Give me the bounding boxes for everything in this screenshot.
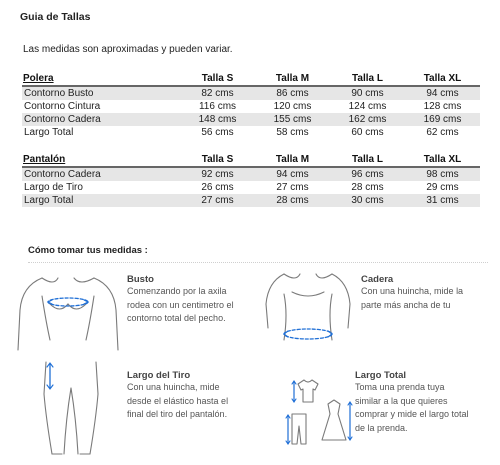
table-header-cell: Talla L	[330, 71, 405, 86]
table-header-cell: Talla XL	[405, 152, 480, 167]
table-header-cell: Talla S	[180, 71, 255, 86]
cadera-line: parte más ancha de tu	[361, 299, 451, 310]
table-cell: 28 cms	[351, 182, 384, 193]
busto-line: Comenzando por la axila	[127, 286, 227, 296]
torso-bust-icon	[12, 270, 122, 356]
table-cell: 82 cms	[180, 86, 255, 100]
table-cell: 94 cms	[255, 167, 330, 181]
disclaimer-note: Las medidas son aproximadas y pueden variar.	[23, 44, 233, 55]
howto-title: Cómo tomar tus medidas :	[28, 245, 148, 256]
table-cell: 27 cms	[180, 194, 255, 207]
page-title: Guia de Tallas	[20, 11, 91, 23]
table-cell: 116 cms	[198, 101, 237, 112]
table-row	[22, 86, 480, 100]
table-cell: Largo de Tiro	[24, 182, 83, 193]
divider	[28, 262, 488, 263]
table-cell: 56 cms	[201, 127, 234, 138]
busto-line: contorno total del pecho.	[127, 313, 226, 323]
table-cell: Contorno Cintura	[24, 101, 101, 112]
table-cell: 162 cms	[330, 113, 405, 126]
tiro-line: Con una huincha, mide	[127, 382, 220, 392]
table-cell: 62 cms	[426, 127, 459, 138]
torso-hip-icon	[262, 268, 354, 350]
table-row	[22, 181, 480, 194]
table-row	[22, 126, 480, 139]
table-cell: 27 cms	[276, 182, 309, 193]
total-title: Largo Total	[355, 370, 407, 381]
total-line: similar a la que quieres	[355, 395, 448, 406]
tiro-title: Largo del Tiro	[127, 370, 191, 381]
busto-text	[127, 285, 234, 326]
table-cell: 29 cms	[426, 182, 459, 193]
cadera-line: Con una huincha, mide la	[361, 286, 464, 296]
table-header-cell: Polera	[22, 71, 180, 86]
table-cell: 30 cms	[330, 194, 405, 207]
busto-line: rodea con un centimetro el	[127, 299, 234, 310]
total-line: de la prenda.	[355, 422, 408, 433]
tiro-line: desde el elástico hasta el	[127, 395, 229, 406]
table-cell: 60 cms	[351, 127, 384, 138]
table-row	[22, 194, 480, 207]
table-cell: 90 cms	[330, 86, 405, 100]
table-cell: Contorno Busto	[22, 86, 180, 100]
table-row	[22, 100, 480, 113]
table-row	[22, 113, 480, 126]
table-cell: 26 cms	[201, 182, 234, 193]
table-cell: 155 cms	[255, 113, 330, 126]
garments-length-icon	[284, 374, 354, 450]
table-cell: 86 cms	[255, 86, 330, 100]
table-cell: 92 cms	[180, 167, 255, 181]
table-cell: 94 cms	[405, 86, 480, 100]
table-header-cell: Talla L	[330, 152, 405, 167]
table-cell: 58 cms	[276, 127, 309, 138]
table-cell: 96 cms	[330, 167, 405, 181]
table-cell: Contorno Cadera	[22, 167, 180, 181]
busto-title: Busto	[127, 274, 154, 285]
table-header-cell: Talla XL	[405, 71, 480, 86]
cadera-text	[361, 285, 463, 312]
total-text	[355, 381, 469, 435]
tiro-text	[127, 381, 228, 422]
table-header-cell: Talla S	[180, 152, 255, 167]
table-row	[22, 167, 480, 181]
total-line: Toma una prenda tuya	[355, 382, 445, 392]
size-table-polera	[22, 71, 480, 139]
size-table-pantalon	[22, 152, 480, 207]
table-cell: 148 cms	[180, 113, 255, 126]
table-header-cell: Pantalón	[22, 152, 180, 167]
cadera-title: Cadera	[361, 274, 394, 285]
table-cell: 169 cms	[405, 113, 480, 126]
table-cell: 120 cms	[273, 101, 312, 112]
table-cell: 31 cms	[405, 194, 480, 207]
table-cell: 124 cms	[348, 101, 387, 112]
table-cell: Contorno Cadera	[22, 113, 180, 126]
table-header-cell: Talla M	[255, 71, 330, 86]
table-cell: Largo Total	[24, 127, 74, 138]
table-cell: Largo Total	[22, 194, 180, 207]
total-line: comprar y mide el largo total	[355, 409, 469, 419]
legs-rise-icon	[36, 358, 106, 458]
table-cell: 28 cms	[255, 194, 330, 207]
table-cell: 98 cms	[405, 167, 480, 181]
tiro-line: final del tiro del pantalón.	[127, 409, 228, 419]
table-cell: 128 cms	[423, 101, 462, 112]
table-header-cell: Talla M	[255, 152, 330, 167]
